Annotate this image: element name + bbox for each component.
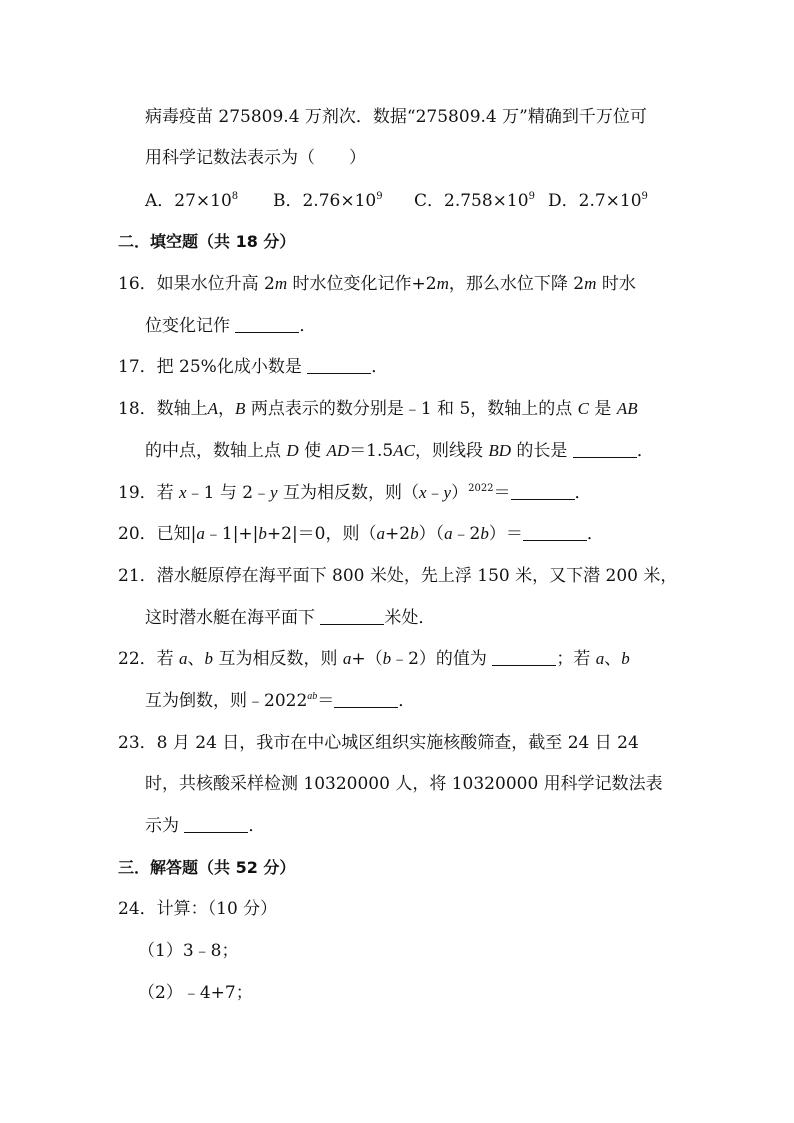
q22-line2: 互为倒数，则$﹣2022^{ab}=$ ． (145, 691, 416, 711)
q15-line1: 病毒疫苗 275809.4 万剂次．数据“275809.4 万”精确到千万位可 (145, 107, 647, 127)
q15-options (145, 189, 648, 213)
q22-answer-blank-2 (334, 691, 398, 708)
q19-line: 19．若 x﹣1 与 2﹣y 互为相反数，则（x﹣y）$^{2022}$＝ ． (118, 483, 592, 503)
q21-answer-blank (320, 608, 384, 625)
q20-line: 20．已知|a﹣1|+|b+2|＝0，则（a+2b）（a﹣2b）＝ ． (118, 524, 604, 544)
q24-title: 24．计算：（10 分） (118, 899, 278, 919)
q18-answer-blank (573, 441, 637, 458)
q15-option-d: D．$2.7\times 10^9$ (548, 191, 648, 211)
q15-option-a: A．$27\times 10^8$ (145, 191, 239, 211)
q16-answer-blank (235, 316, 299, 333)
q22-line1: 22．若 a、b 互为相反数，则 a+（b﹣2）的值为 ；若 a、b (118, 649, 630, 669)
q23-line3: 示为 ． (145, 816, 266, 836)
q15-option-c: C．$2.758\times 10^9$ (414, 191, 535, 211)
q18-line1: 18．数轴上A，B 两点表示的数分别是﹣1 和 5，数轴上的点 C 是 AB (118, 399, 638, 419)
q22-answer-blank-1 (492, 649, 556, 666)
q16-line2: 位变化记作 ． (145, 316, 317, 336)
q20-answer-blank (523, 524, 587, 541)
q19-answer-blank (511, 483, 575, 500)
q24-item-2: （2）﹣4+7； (138, 983, 253, 1003)
q23-line1: 23．8 月 24 日，我市在中心城区组织实施核酸筛查，截至 24 日 24 (118, 733, 639, 753)
q17-answer-blank (307, 357, 371, 374)
q21-line1: 21．潜水艇原停在海平面下 800 米处，先上浮 150 米，又下潜 200 米， (118, 566, 678, 586)
section2-title: 二．填空题（共 18 分） (118, 232, 296, 251)
q23-answer-blank (184, 816, 248, 833)
q15-option-b: B．$2.76\times 10^9$ (273, 191, 383, 211)
q15-line2: 用科学记数法表示为（ ） (145, 148, 366, 168)
section3-title: 三．解答题（共 52 分） (118, 858, 296, 877)
q23-line2: 时，共核酸采样检测 10320000 人，将 10320000 用科学记数法表 (145, 774, 663, 794)
q17-line: 17．把 25%化成小数是 ． (118, 357, 389, 377)
q21-line2: 这时潜水艇在海平面下 米处． (145, 608, 436, 628)
q18-line2: 的中点，数轴上点 D 使 AD＝1.5AC，则线段 BD 的长是 ． (145, 441, 654, 461)
q16-line1: 16．如果水位升高 2m 时水位变化记作+2m，那么水位下降 2m 时水 (118, 274, 636, 294)
q24-item-1: （1）3﹣8； (138, 941, 239, 961)
